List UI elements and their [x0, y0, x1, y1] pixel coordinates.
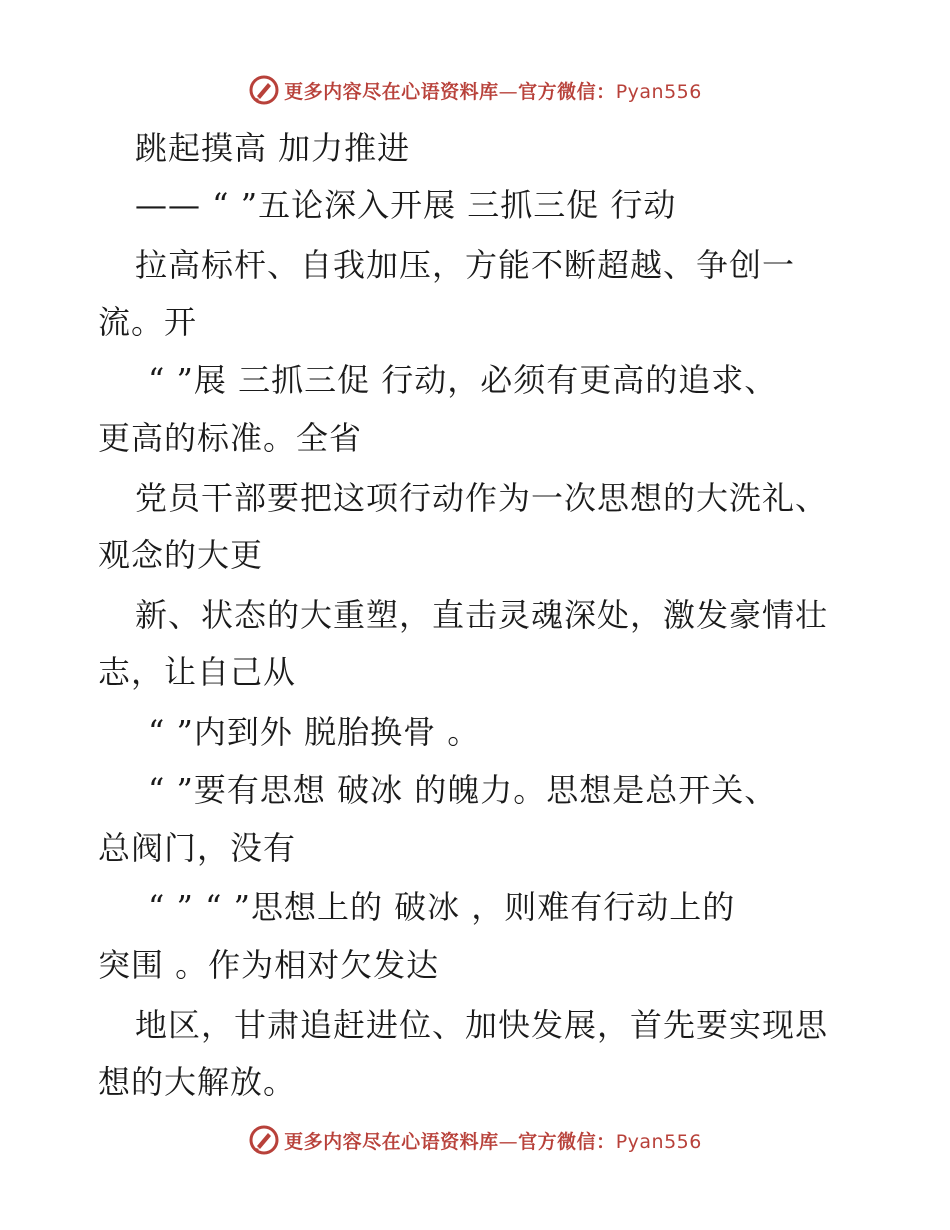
- paragraph-line: “ ”内到外 脱胎换骨 。: [148, 713, 481, 751]
- doc-subtitle: —— “ ”五论深入开展 三抓三促 行动: [135, 186, 677, 224]
- watermark-text: 更多内容尽在心语资料库—官方微信：Pyan556: [284, 1130, 702, 1153]
- watermark-footer: [0, 1120, 950, 1160]
- paragraph-line: 想的大解放。: [98, 1063, 297, 1101]
- paragraph-line: “ ”要有思想 破冰 的魄力。思想是总开关、: [148, 771, 778, 809]
- watermark-text: 更多内容尽在心语资料库—官方微信：Pyan556: [284, 80, 702, 103]
- paragraph-line: “ ”展 三抓三促 行动，必须有更高的追求、: [148, 361, 778, 399]
- paragraph-line: 突围 。作为相对欠发达: [98, 946, 440, 984]
- paragraph-line: 志，让自己从: [98, 653, 297, 691]
- paragraph-line: 更高的标准。全省: [98, 419, 363, 457]
- pen-seal-logo-icon: [248, 1124, 280, 1156]
- paragraph-line: 拉高标杆、自我加压，方能不断超越、争创一: [135, 246, 796, 284]
- doc-title: 跳起摸高 加力推进: [135, 129, 411, 167]
- paragraph-line: 观念的大更: [98, 536, 264, 574]
- paragraph-line: 地区，甘肃追赶进位、加快发展，首先要实现思: [135, 1006, 829, 1044]
- paragraph-line: 流。开: [98, 303, 198, 341]
- paragraph-line: 党员干部要把这项行动作为一次思想的大洗礼、: [135, 479, 829, 517]
- paragraph-line: 总阀门，没有: [98, 829, 297, 867]
- paragraph-line: 新、状态的大重塑，直击灵魂深处，激发豪情壮: [135, 596, 829, 634]
- paragraph-line: “ ” “ ”思想上的 破冰 ，则难有行动上的: [148, 888, 736, 926]
